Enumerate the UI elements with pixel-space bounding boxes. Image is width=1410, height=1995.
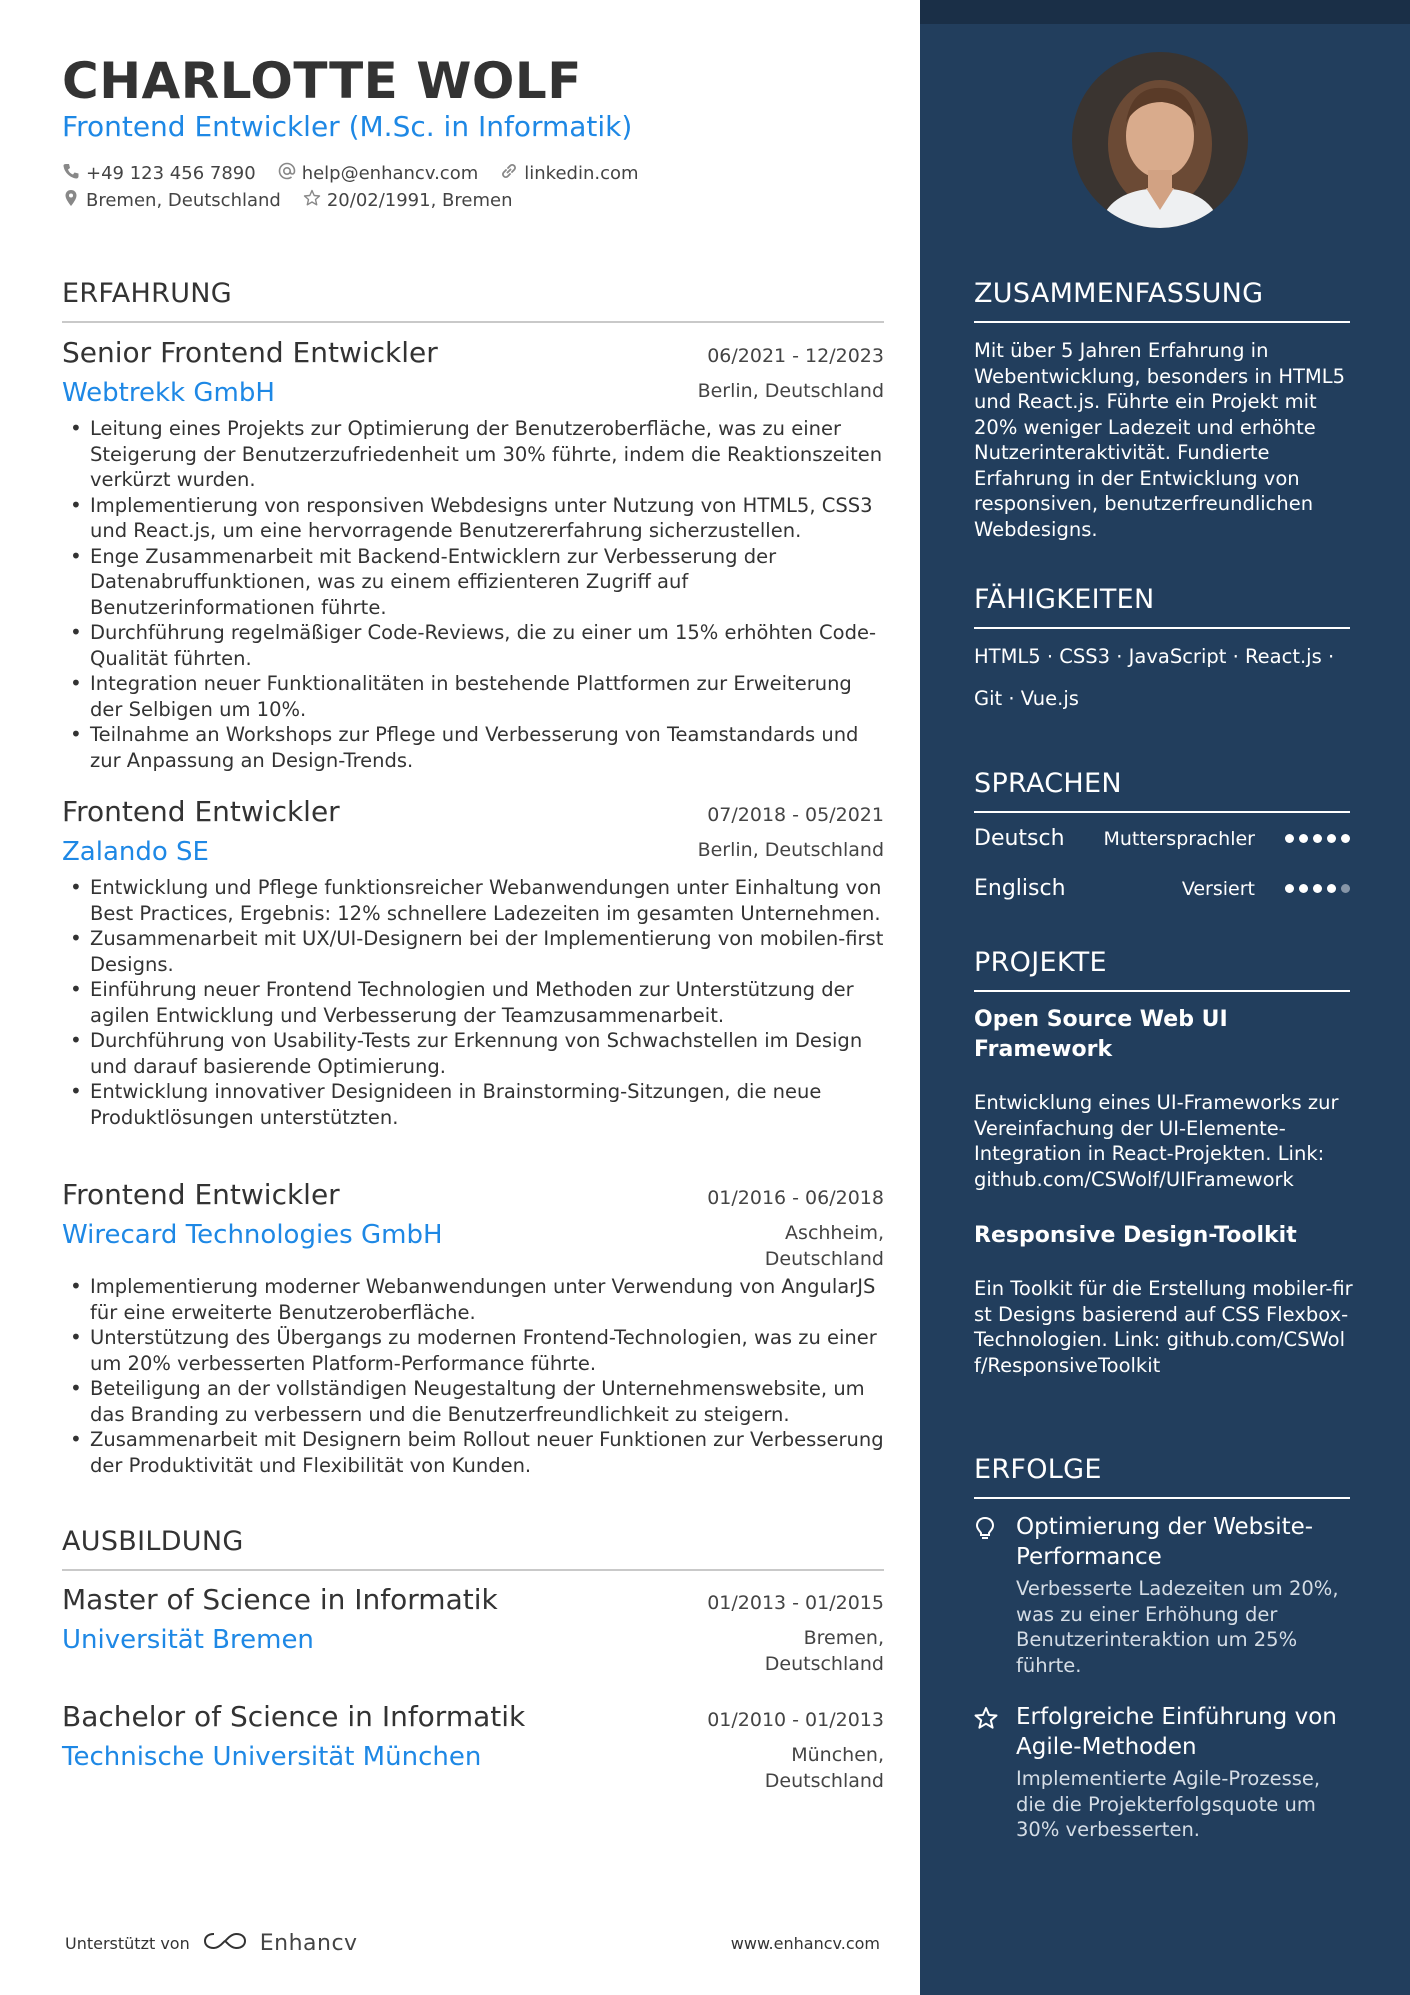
language-dots	[1285, 834, 1350, 843]
bullet-item: • Leitung eines Projekts zur Optimierung der Benutzeroberfläche, was zu einer Steigerung der Benutzerzufriedenheit um 30% führte, indem die Reaktionszeiten verkürzt wurden.	[62, 416, 884, 493]
job-bullets	[62, 416, 884, 773]
bullet-item: • Durchführung von Usability-Tests zur Erkennung von Schwachstellen im Design und darauf basierende Optimierung.	[62, 1028, 884, 1079]
achievement-item	[974, 1512, 1354, 1678]
language-item	[974, 826, 1350, 851]
level-dot	[1327, 834, 1336, 843]
brand-name: Enhancv	[259, 1930, 358, 1956]
achievement-item	[974, 1702, 1354, 1843]
profile-photo	[1072, 52, 1248, 228]
school: Technische Universität München	[62, 1742, 482, 1772]
linkedin-text: linkedin.com	[524, 163, 639, 184]
education-entry	[62, 1700, 884, 1794]
phone-text: +49 123 456 7890	[86, 163, 256, 184]
candidate-title: Frontend Entwickler (M.Sc. in Informatik)	[62, 110, 633, 143]
bullet-item: • Zusammenarbeit mit UX/UI-Designern bei der Implementierung von mobilen-first Designs.	[62, 926, 884, 977]
skills-list	[974, 636, 1354, 720]
job-date: 07/2018 - 05/2021	[707, 804, 884, 826]
sidebar-topbar	[920, 0, 1410, 24]
birth-text: 20/02/1991, Bremen	[326, 190, 513, 211]
location-text: Bremen, Deutschland	[86, 190, 281, 211]
achievement-title: Erfolgreiche Einführung von Agile-Methoden	[1016, 1704, 1337, 1760]
degree: Bachelor of Science in Informatik	[62, 1700, 526, 1733]
contact-row	[62, 162, 639, 185]
bullet-item: • Entwicklung und Pflege funktionsreicher Webanwendungen unter Einhaltung von Best Practices, Ergebnis: 12% schnellere Ladezeiten im gesamten Unternehmen.	[62, 875, 884, 926]
bullet-item: • Entwicklung innovativer Designideen in Brainstorming-Sitzungen, die neue Produktlösungen unterstützten.	[62, 1079, 884, 1130]
education-date: 01/2013 - 01/2015	[707, 1592, 884, 1614]
job-bullets	[62, 875, 884, 1130]
lightbulb-icon	[974, 1512, 1000, 1678]
project-title: Open Source Web UI Framework	[974, 1007, 1228, 1062]
bullet-item: • Beteiligung an der vollständigen Neugestaltung der Unternehmenswebsite, um das Branding zu verbessern und die Benutzerfreundlichkeit zu steigern.	[62, 1376, 884, 1427]
contact-row	[62, 189, 512, 212]
achievement-title: Optimierung der Website-Performance	[1016, 1514, 1314, 1570]
job-location: Berlin, Deutschland	[697, 380, 884, 402]
achievement-desc: Implementierte Agile-Prozesse, die die Projekterfolgsquote um 30% verbesserten.	[1016, 1767, 1321, 1841]
job-company: Webtrekk GmbH	[62, 378, 275, 408]
bullet-item: • Integration neuer Funktionalitäten in bestehende Plattformen zur Erweiterung der Selbigen um 10%.	[62, 671, 884, 722]
summary-text: Mit über 5 Jahren Erfahrung in Webentwicklung, besonders in HTML5 und React.js. Führte ein Projekt mit 20% weniger Ladezeit und erhöhte Nutzerinteraktivität. Fundierte Erfahrung in der Entwicklung von responsiven, benutzerfreundlichen Webdesigns.	[974, 339, 1346, 541]
main-column	[62, 0, 884, 1995]
project-title: Responsive Design-Toolkit	[974, 1223, 1297, 1248]
birth-item	[303, 189, 513, 212]
project-desc: Entwicklung eines UI-Frameworks zur Vereinfachung der UI-Elemente-Integration in React-Projekten. Link: github.com/CSWolf/UIFramework	[974, 1091, 1339, 1191]
star-outline-icon	[303, 189, 321, 212]
education-heading: AUSBILDUNG	[62, 1526, 884, 1571]
link-icon	[500, 162, 518, 185]
education-location	[765, 1742, 884, 1794]
job-entry	[62, 336, 884, 773]
bullet-item: • Unterstützung des Übergangs zu modernen Frontend-Technologien, was zu einer um 20% verbesserten Platform-Performance führte.	[62, 1325, 884, 1376]
phone-icon	[62, 162, 80, 185]
level-dot	[1285, 834, 1294, 843]
education-location	[765, 1625, 884, 1677]
job-role: Frontend Entwickler	[62, 1178, 340, 1211]
level-dot-empty	[1341, 884, 1350, 893]
skills-line-1: HTML5 · CSS3 · JavaScript · React.js ·	[974, 645, 1335, 668]
level-dot	[1285, 884, 1294, 893]
job-entry	[62, 795, 884, 1130]
projects-heading: PROJEKTE	[974, 947, 1350, 992]
location-item	[62, 189, 281, 212]
level-dot	[1327, 884, 1336, 893]
job-location	[765, 1220, 884, 1272]
education-location-line: Deutschland	[764, 1653, 884, 1675]
languages-heading: SPRACHEN	[974, 768, 1350, 813]
enhancv-logo-icon	[202, 1930, 248, 1956]
email-item[interactable]	[278, 162, 479, 185]
job-location-line: Deutschland	[764, 1248, 884, 1270]
at-icon	[278, 162, 296, 185]
candidate-name: CHARLOTTE WOLF	[62, 52, 582, 110]
skills-line-2: Git · Vue.js	[974, 687, 1079, 710]
language-name: Deutsch	[974, 826, 1065, 851]
education-location-line: Deutschland	[764, 1770, 884, 1792]
email-text: help@enhancv.com	[301, 163, 479, 184]
sidebar	[920, 0, 1410, 1995]
achievement-desc: Verbesserte Ladezeiten um 20%, was zu einer Erhöhung der Benutzerinteraktion um 25% führte.	[1016, 1577, 1339, 1677]
job-location: Berlin, Deutschland	[697, 839, 884, 861]
bullet-item: • Zusammenarbeit mit Designern beim Rollout neuer Funktionen zur Verbesserung der Produktivität und Flexibilität von Kunden.	[62, 1427, 884, 1478]
level-dot	[1299, 884, 1308, 893]
bullet-item: • Enge Zusammenarbeit mit Backend-Entwicklern zur Verbesserung der Datenabruffunktionen, was zu einem effizienteren Zugriff auf Benutzerinformationen führte.	[62, 544, 884, 621]
education-date: 01/2010 - 01/2013	[707, 1709, 884, 1731]
job-company: Wirecard Technologies GmbH	[62, 1220, 443, 1250]
language-dots	[1285, 884, 1350, 893]
linkedin-item[interactable]	[500, 162, 638, 185]
star-icon	[974, 1702, 1000, 1843]
job-date: 06/2021 - 12/2023	[707, 345, 884, 367]
bullet-item: • Durchführung regelmäßiger Code-Reviews, die zu einer um 15% erhöhten Code-Qualität führten.	[62, 620, 884, 671]
degree: Master of Science in Informatik	[62, 1583, 498, 1616]
bullet-item: • Implementierung von responsiven Webdesigns unter Nutzung von HTML5, CSS3 und React.js, um eine hervorragende Benutzererfahrung sicherzustellen.	[62, 493, 884, 544]
phone-item	[62, 162, 256, 185]
level-dot	[1299, 834, 1308, 843]
achievements-heading: ERFOLGE	[974, 1454, 1350, 1499]
education-entry	[62, 1583, 884, 1677]
level-dot	[1313, 884, 1322, 893]
education-location-line: Bremen,	[803, 1627, 884, 1649]
job-bullets	[62, 1274, 884, 1478]
bullet-item: • Implementierung moderner Webanwendungen unter Verwendung von AngularJS für eine erweiterte Benutzeroberfläche.	[62, 1274, 884, 1325]
education-location-line: München,	[791, 1744, 884, 1766]
job-company: Zalando SE	[62, 837, 209, 867]
level-dot	[1341, 834, 1350, 843]
summary-heading: ZUSAMMENFASSUNG	[974, 278, 1350, 323]
job-role: Frontend Entwickler	[62, 795, 340, 828]
footer	[65, 1930, 880, 1956]
language-level: Muttersprachler	[1103, 827, 1255, 850]
bullet-item: • Teilnahme an Workshops zur Pflege und Verbesserung von Teamstandards und zur Anpassung an Design-Trends.	[62, 722, 884, 773]
level-dot	[1313, 834, 1322, 843]
language-level: Versiert	[1181, 877, 1255, 900]
language-name: Englisch	[974, 876, 1066, 901]
language-item	[974, 876, 1350, 901]
school: Universität Bremen	[62, 1625, 314, 1655]
job-role: Senior Frontend Entwickler	[62, 336, 438, 369]
job-entry	[62, 1178, 884, 1478]
location-pin-icon	[62, 189, 80, 212]
powered-by-text: Unterstützt von	[65, 1933, 190, 1953]
bullet-item: • Einführung neuer Frontend Technologien und Methoden zur Unterstützung der agilen Entwicklung und Verbesserung der Teamzusammenarbeit.	[62, 977, 884, 1028]
experience-heading: ERFAHRUNG	[62, 278, 884, 323]
project-desc: Ein Toolkit für die Erstellung mobiler-first Designs basierend auf CSS Flexbox-Technologien. Link: github.com/CSWolf/ResponsiveToolkit	[974, 1277, 1353, 1377]
job-date: 01/2016 - 06/2018	[707, 1187, 884, 1209]
footer-url[interactable]: www.enhancv.com	[730, 1933, 880, 1953]
job-location-line: Aschheim,	[785, 1222, 884, 1244]
skills-heading: FÄHIGKEITEN	[974, 584, 1350, 629]
